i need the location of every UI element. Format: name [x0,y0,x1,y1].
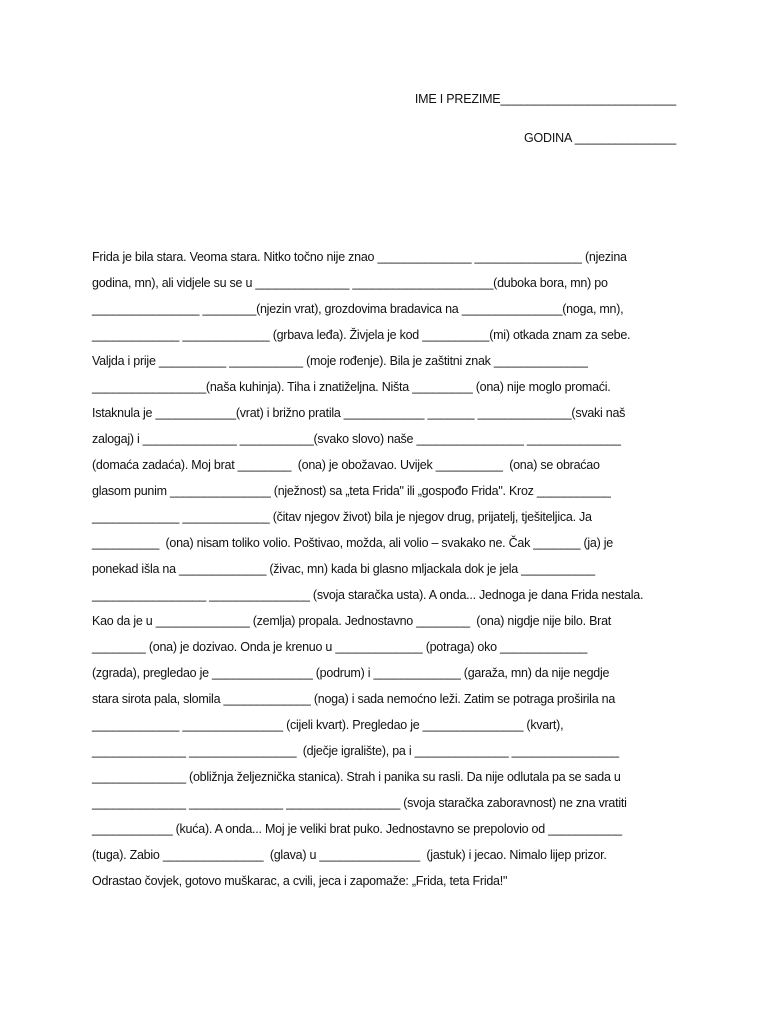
text-line: ____________ (kuća). A onda... Moj je veliki brat puko. Jednostavno se prepolovio od ___________ [92,822,622,836]
text-line: Istaknula je ____________(vrat) i brižno pratila ____________ _______ ______________(svaki naš [92,406,626,420]
text-line: ________ (ona) je dozivao. Onda je krenuo u _____________ (potraga) oko _____________ [92,640,588,654]
text-line: __________ (ona) nisam toliko volio. Poštivao, možda, ali volio – svakako ne. Čak _______ (ja) je [92,536,613,550]
text-line: _________________ _______________ (svoja staračka usta). A onda... Jednoga je dana Frida nestala. [92,588,644,602]
text-line: godina, mn), ali vidjele su se u ______________ _____________________(duboka bora, mn) po [92,276,608,290]
text-line: glasom punim _______________ (nježnost) sa „teta Frida" ili „gospođo Frida". Kroz ___________ [92,484,611,498]
text-line: (domaća zadaća). Moj brat ________ (ona) je obožavao. Uvijek __________ (ona) se obraćao [92,458,600,472]
text-line: ________________ ________(njezin vrat), grozdovima bradavica na _______________(noga, mn), [92,302,624,316]
text-line: Odrastao čovjek, gotovo muškarac, a cvili, jeca i zapomaže: „Frida, teta Frida!" [92,874,508,888]
text-line: ponekad išla na _____________ (živac, mn) kada bi glasno mljackala dok je jela ___________ [92,562,595,576]
text-line: Frida je bila stara. Veoma stara. Nitko točno nije znao ______________ ________________ (njezina [92,250,627,264]
text-line: zalogaj) i ______________ ___________(svako slovo) naše ________________ ______________ [92,432,621,446]
text-line: _____________ _____________ (grbava leđa). Živjela je kod __________(mi) otkada znam za sebe. [92,328,631,342]
text-line: Kao da je u ______________ (zemlja) propala. Jednostavno ________ (ona) nigdje nije bilo. Brat [92,614,611,628]
text-line: _________________(naša kuhinja). Tiha i znatiželjna. Ništa _________ (ona) nije moglo promaći. [92,380,611,394]
exercise-text [92,244,682,894]
text-line: (tuga). Zabio _______________ (glava) u _______________ (jastuk) i jecao. Nimalo lijep prizor. [92,848,607,862]
text-line: stara sirota pala, slomila _____________ (noga) i sada nemoćno leži. Zatim se potraga proširila na [92,692,616,706]
text-line: Valjda i prije __________ ___________ (moje rođenje). Bila je zaštitni znak ______________ [92,354,588,368]
text-line: ______________ ______________ _________________ (svoja staračka zaboravnost) ne zna vratiti [92,796,627,810]
text-line: _____________ _____________ (čitav njegov život) bila je njegov drug, prijatelj, tješiteljica. Ja [92,510,592,524]
text-line: _____________ _______________ (cijeli kvart). Pregledao je _______________ (kvart), [92,718,564,732]
year-field-label: GODINA _______________ [524,131,676,145]
text-line: (zgrada), pregledao je _______________ (podrum) i _____________ (garaža, mn) da nije negdje [92,666,610,680]
name-field-label: IME I PREZIME__________________________ [414,92,676,106]
text-line: ______________ (obližnja željeznička stanica). Strah i panika su rasli. Da nije odlutala pa se sada u [92,770,621,784]
text-line: ______________ ________________ (dječje igralište), pa i ______________ ________________ [92,744,619,758]
